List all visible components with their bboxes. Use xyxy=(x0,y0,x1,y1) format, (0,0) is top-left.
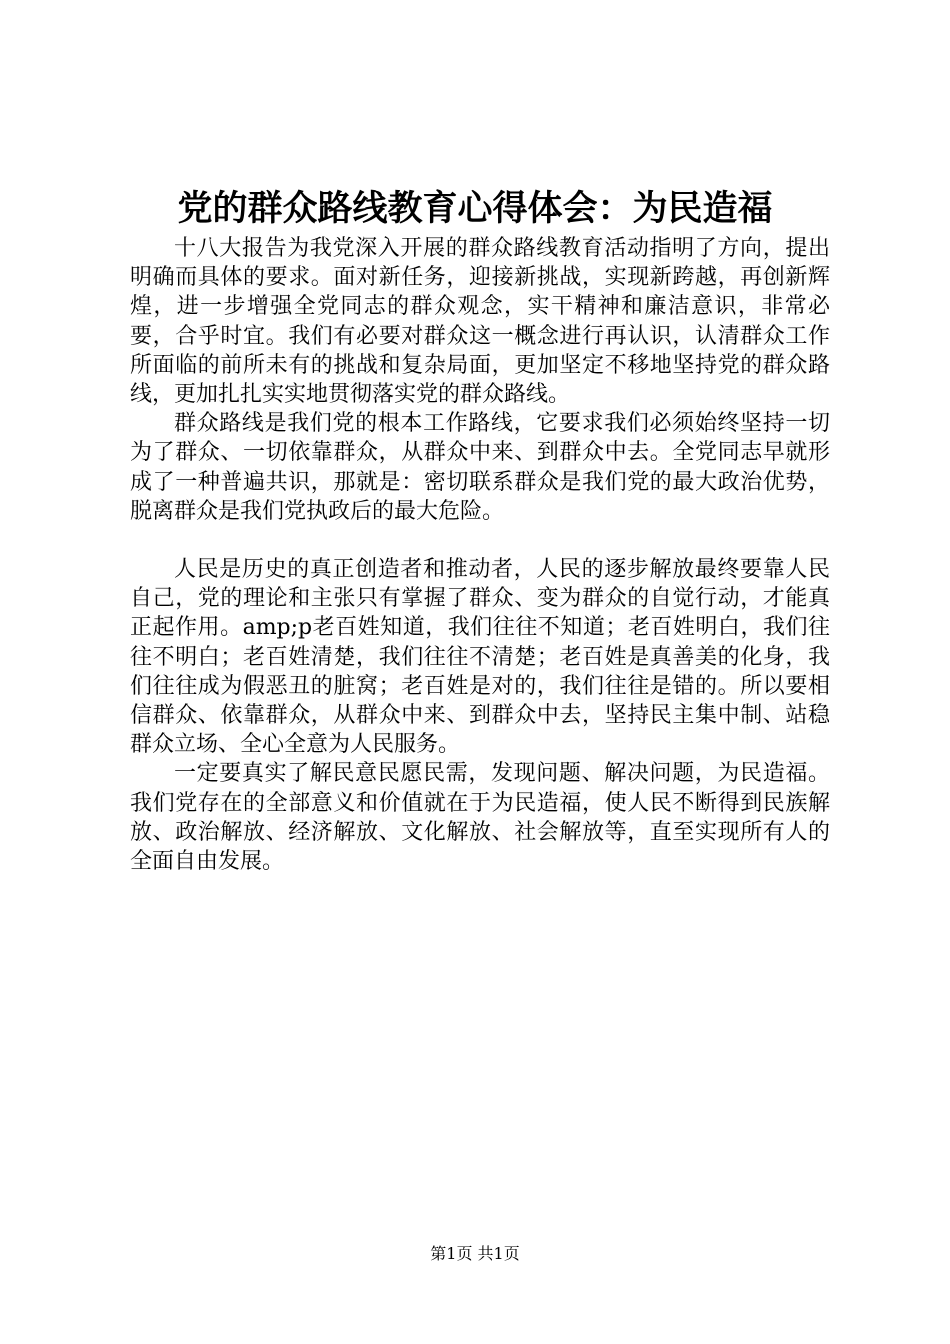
document-title: 党的群众路线教育心得体会：为民造福 xyxy=(177,188,773,229)
paragraph-1: 十八大报告为我党深入开展的群众路线教育活动指明了方向，提出明确而具体的要求。面对新任务，迎接新挑战，实现新跨越，再创新辉煌，进一步增强全党同志的群众观念，实干精神和廉洁意识，非常必要，合乎时宜。我们有必要对群众这一概念进行再认识，认清群众工作所面临的前所未有的挑战和复杂局面，更加坚定不移地坚持党的群众路线，更加扎扎实实地贯彻落实党的群众路线。 xyxy=(130,236,830,408)
page-footer: 第1页 共1页 xyxy=(430,1244,520,1263)
paragraph-3: 人民是历史的真正创造者和推动者，人民的逐步解放最终要靠人民自己，党的理论和主张只有掌握了群众、变为群众的自觉行动，才能真正起作用。amp;p老百姓知道，我们往往不知道；老百姓明白，我们往往不明白；老百姓清楚，我们往往不清楚；老百姓是真善美的化身，我们往往成为假恶丑的脏窝；老百姓是对的，我们往往是错的。所以要相信群众、依靠群众，从群众中来、到群众中去，坚持民主集中制、站稳群众立场、全心全意为人民服务。 xyxy=(130,557,830,758)
paragraph-2: 群众路线是我们党的根本工作路线，它要求我们必须始终坚持一切为了群众、一切依靠群众，从群众中来、到群众中去。全党同志早就形成了一种普遍共识，那就是：密切联系群众是我们党的最大政治优势，脱离群众是我们党执政后的最大危险。 xyxy=(130,411,830,524)
document-body xyxy=(130,234,830,876)
paragraph-4: 一定要真实了解民意民愿民需，发现问题、解决问题，为民造福。我们党存在的全部意义和价值就在于为民造福，使人民不断得到民族解放、政治解放、经济解放、文化解放、社会解放等，直至实现所有人的全面自由发展。 xyxy=(130,761,830,875)
